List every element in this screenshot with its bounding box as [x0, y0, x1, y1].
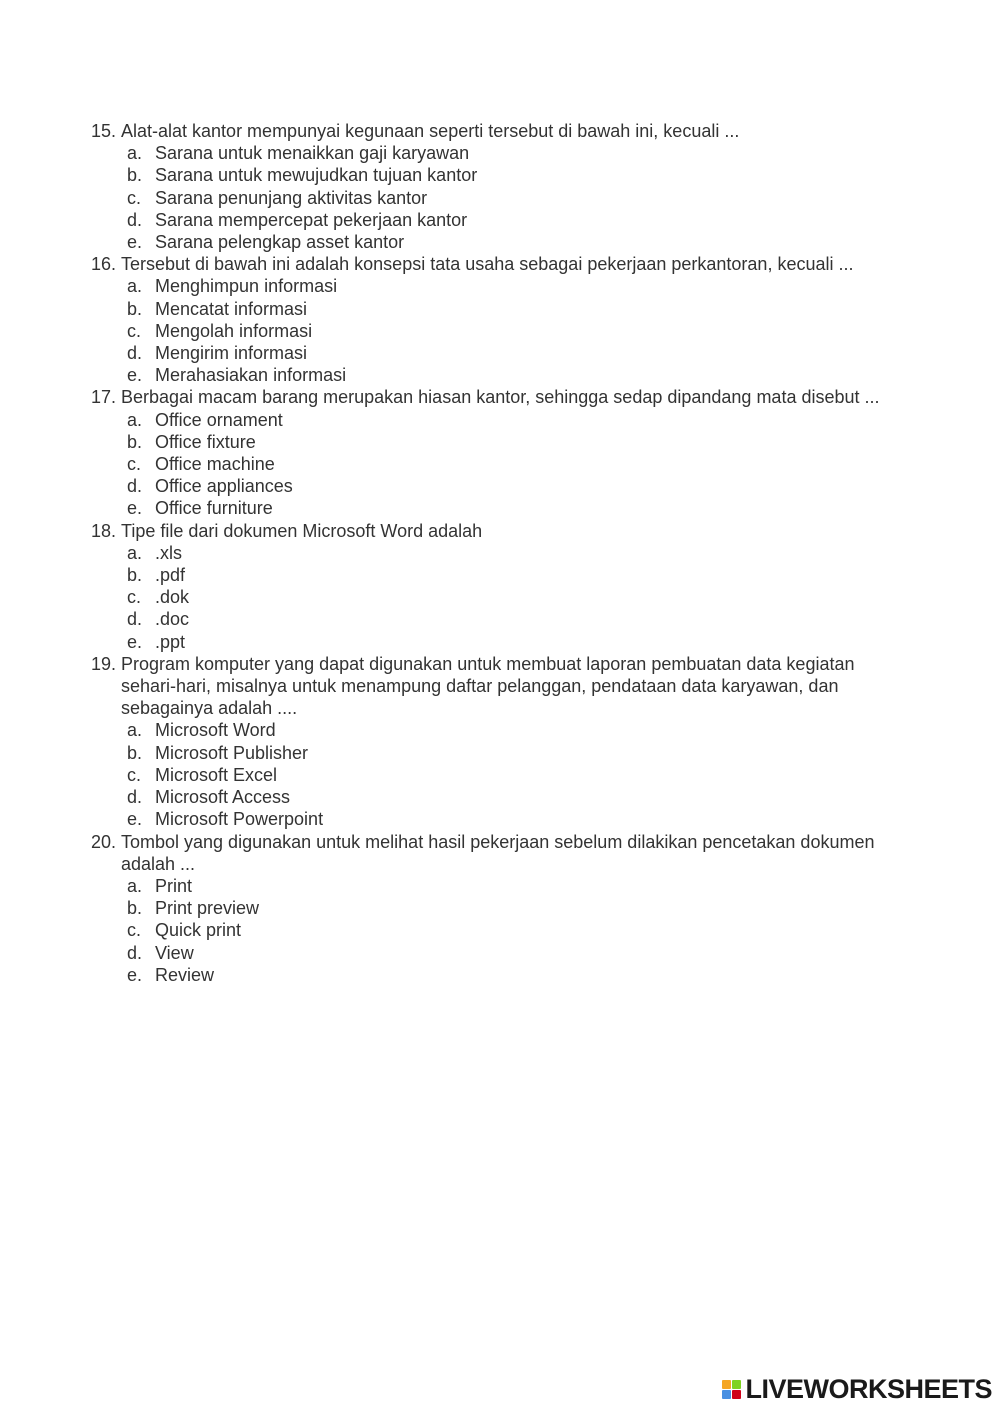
answer-option[interactable] [127, 564, 891, 586]
option-text: Sarana penunjang aktivitas kantor [155, 187, 428, 208]
option-letter: e. [127, 498, 143, 519]
question-prompt: Program komputer yang dapat digunakan untuk membuat laporan pembuatan data kegiatan sehari-hari, misalnya untuk menampung daftar pelanggan, pendataan data karyawan, dan sebagainya adalah .... [121, 653, 855, 719]
option-letter: b. [127, 165, 143, 186]
option-text: .ppt [155, 631, 186, 652]
option-text: Sarana pelengkap asset kantor [155, 232, 405, 253]
answer-options [91, 275, 891, 386]
answer-options [91, 409, 891, 520]
answer-option[interactable] [127, 964, 891, 986]
option-text: Quick print [155, 920, 242, 941]
question-number: 19. [91, 653, 117, 674]
option-letter: d. [127, 476, 143, 497]
answer-option[interactable] [127, 631, 891, 653]
answer-option[interactable] [127, 786, 891, 808]
option-letter: a. [127, 409, 143, 430]
option-text: Office appliances [155, 476, 293, 497]
answer-option[interactable] [127, 342, 891, 364]
option-letter: e. [127, 365, 143, 386]
question-number: 17. [91, 387, 117, 408]
question-item [91, 120, 891, 253]
answer-option[interactable] [127, 431, 891, 453]
question-item [91, 653, 891, 831]
option-text: Menghimpun informasi [155, 276, 338, 297]
option-text: Office furniture [155, 498, 273, 519]
answer-option[interactable] [127, 608, 891, 630]
option-text: Mengirim informasi [155, 343, 308, 364]
option-letter: a. [127, 720, 143, 741]
option-letter: e. [127, 232, 143, 253]
answer-option[interactable] [127, 919, 891, 941]
logo-square [732, 1390, 741, 1399]
question-number: 18. [91, 520, 117, 541]
answer-option[interactable] [127, 209, 891, 231]
question-prompt: Tipe file dari dokumen Microsoft Word adalah [121, 520, 483, 541]
answer-options [91, 875, 891, 986]
option-letter: e. [127, 631, 143, 652]
question-item [91, 386, 891, 519]
worksheet [91, 120, 891, 986]
option-letter: c. [127, 764, 142, 785]
answer-option[interactable] [127, 409, 891, 431]
option-letter: d. [127, 942, 143, 963]
answer-option[interactable] [127, 719, 891, 741]
option-letter: b. [127, 431, 143, 452]
answer-option[interactable] [127, 497, 891, 519]
option-text: Print [155, 875, 193, 896]
question-text [91, 386, 891, 408]
answer-option[interactable] [127, 897, 891, 919]
answer-option[interactable] [127, 942, 891, 964]
option-letter: b. [127, 742, 143, 763]
option-text: Microsoft Powerpoint [155, 809, 324, 830]
question-text [91, 653, 891, 720]
option-letter: c. [127, 920, 142, 941]
option-text: Office ornament [155, 409, 283, 430]
answer-option[interactable] [127, 586, 891, 608]
answer-options [91, 719, 891, 830]
logo-square [722, 1390, 731, 1399]
question-list [91, 120, 891, 986]
option-letter: d. [127, 787, 143, 808]
question-item [91, 831, 891, 986]
answer-option[interactable] [127, 142, 891, 164]
answer-option[interactable] [127, 164, 891, 186]
question-text [91, 120, 891, 142]
option-text: .pdf [155, 565, 186, 586]
question-prompt: Tombol yang digunakan untuk melihat hasil pekerjaan sebelum dilakikan pencetakan dokumen adalah ... [121, 831, 875, 874]
option-text: Sarana untuk mewujudkan tujuan kantor [155, 165, 478, 186]
logo-square [732, 1380, 741, 1389]
option-text: Print preview [155, 898, 260, 919]
option-letter: b. [127, 565, 143, 586]
option-letter: e. [127, 964, 143, 985]
question-text [91, 520, 891, 542]
question-item [91, 253, 891, 386]
option-text: Merahasiakan informasi [155, 365, 347, 386]
answer-option[interactable] [127, 298, 891, 320]
option-text: Review [155, 964, 215, 985]
question-text [91, 831, 891, 875]
option-text: Office machine [155, 454, 275, 475]
option-text: .xls [155, 542, 182, 563]
option-text: Mencatat informasi [155, 298, 308, 319]
question-number: 15. [91, 121, 117, 141]
liveworksheets-logo [722, 1374, 992, 1405]
answer-option[interactable] [127, 875, 891, 897]
question-number: 20. [91, 831, 117, 852]
question-number: 16. [91, 254, 117, 275]
option-letter: a. [127, 875, 143, 896]
answer-option[interactable] [127, 742, 891, 764]
question-text [91, 253, 891, 275]
option-text: Microsoft Word [155, 720, 276, 741]
answer-option[interactable] [127, 231, 891, 253]
answer-option[interactable] [127, 453, 891, 475]
brand-name: LIVEWORKSHEETS [745, 1374, 992, 1404]
answer-option[interactable] [127, 187, 891, 209]
option-letter: c. [127, 320, 142, 341]
logo-square [722, 1380, 731, 1389]
option-letter: c. [127, 187, 142, 208]
liveworksheets-logo-icon [722, 1380, 741, 1399]
question-prompt: Alat-alat kantor mempunyai kegunaan seperti tersebut di bawah ini, kecuali ... [121, 121, 740, 141]
option-text: Mengolah informasi [155, 320, 313, 341]
answer-option[interactable] [127, 542, 891, 564]
answer-option[interactable] [127, 475, 891, 497]
option-text: .doc [155, 609, 190, 630]
answer-options [91, 542, 891, 653]
option-text: Microsoft Excel [155, 764, 278, 785]
question-prompt: Berbagai macam barang merupakan hiasan kantor, sehingga sedap dipandang mata disebut ... [121, 387, 880, 408]
option-letter: c. [127, 454, 142, 475]
answer-option[interactable] [127, 320, 891, 342]
option-letter: a. [127, 143, 143, 164]
option-letter: c. [127, 587, 142, 608]
option-text: Office fixture [155, 431, 256, 452]
option-text: .dok [155, 587, 190, 608]
option-letter: d. [127, 609, 143, 630]
option-text: Sarana mempercepat pekerjaan kantor [155, 209, 468, 230]
option-text: Sarana untuk menaikkan gaji karyawan [155, 143, 470, 164]
option-letter: d. [127, 343, 143, 364]
option-text: Microsoft Access [155, 787, 291, 808]
question-item [91, 520, 891, 653]
answer-option[interactable] [127, 364, 891, 386]
answer-option[interactable] [127, 764, 891, 786]
option-text: View [155, 942, 194, 963]
question-prompt: Tersebut di bawah ini adalah konsepsi tata usaha sebagai pekerjaan perkantoran, kecuali ... [121, 254, 854, 275]
option-letter: a. [127, 276, 143, 297]
option-letter: b. [127, 898, 143, 919]
answer-options [91, 142, 891, 253]
option-text: Microsoft Publisher [155, 742, 309, 763]
option-letter: a. [127, 542, 143, 563]
answer-option[interactable] [127, 275, 891, 297]
answer-option[interactable] [127, 808, 891, 830]
option-letter: e. [127, 809, 143, 830]
option-letter: b. [127, 298, 143, 319]
option-letter: d. [127, 209, 143, 230]
